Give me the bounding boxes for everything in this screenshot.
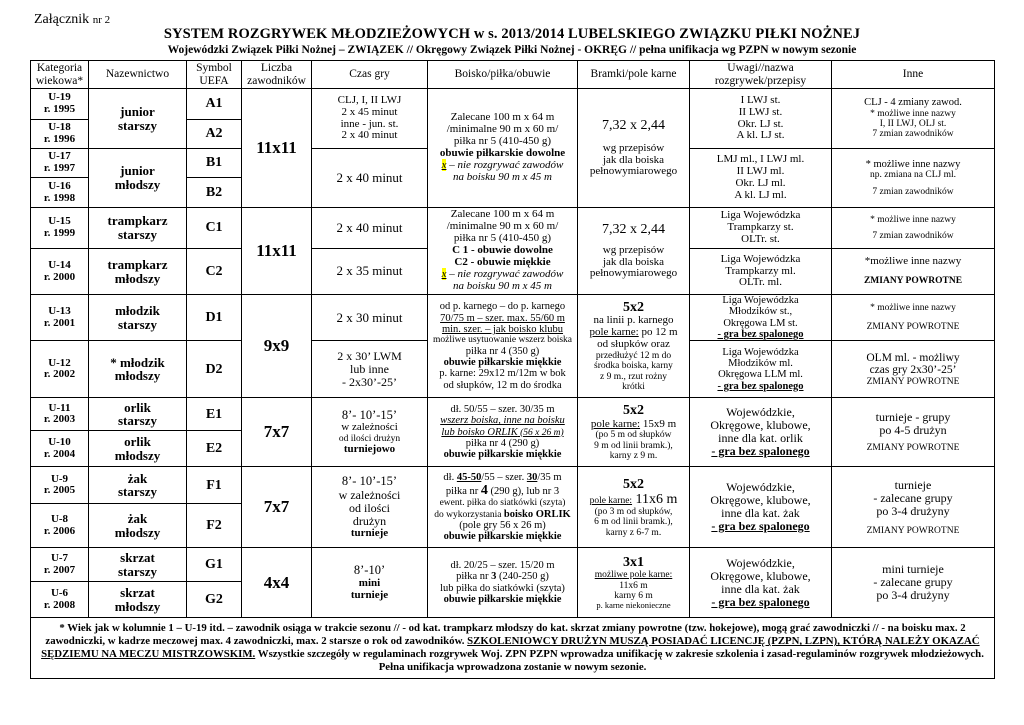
table-row [31, 398, 995, 431]
category-cell: U-19 r. 1995 [31, 89, 89, 120]
notes-cell: Liga Wojewódzka Trampkarzy ml. OLTr. ml. [690, 249, 832, 295]
name-cell: młodzik starszy [89, 295, 187, 341]
notes-cell: Liga Wojewódzka Trampkarzy st. OLTr. st. [690, 208, 832, 249]
symbol-cell: B2 [187, 178, 242, 208]
notes-cell: Wojewódzkie, Okręgowe, klubowe, inne dla kat. orlik - gra bez spalonego [690, 398, 832, 467]
notes-cell: Wojewódzkie, Okręgowe, klubowe, inne dla kat. żak - gra bez spalonego [690, 548, 832, 618]
table-row [31, 467, 995, 504]
category-cell: U-7 r. 2007 [31, 548, 89, 582]
notes-cell: LMJ ml., I LWJ ml. II LWJ ml. Okr. LJ ml. A kl. LJ ml. [690, 149, 832, 208]
name-cell: żak starszy [89, 467, 187, 504]
header-other: Inne [832, 61, 995, 89]
name-cell: skrzat starszy [89, 548, 187, 582]
annex-label: Załącznik nr 2 [34, 12, 111, 27]
category-cell: U-14 r. 2000 [31, 249, 89, 295]
category-cell: U-8 r. 2006 [31, 504, 89, 548]
header-sym: Symbol UEFA [187, 61, 242, 89]
symbol-cell: E2 [187, 431, 242, 467]
goals-cell: 5x2 pole karne: 11x6 m (po 3 m od słupków, 6 m od linii bramk.), karny z 6-7 m. [578, 467, 690, 548]
symbol-cell: B1 [187, 149, 242, 178]
time-cell: 2 x 30’ LWM lub inne - 2x30’-25’ [312, 341, 428, 398]
notes-cell: Liga Wojewódzka Młodzików ml. Okręgowa LLM ml. - gra bez spalonego [690, 341, 832, 398]
time-cell: 2 x 40 minut [312, 208, 428, 249]
header-notes: Uwagi//nazwa rozgrywek/przepisy [690, 61, 832, 89]
header-time: Czas gry [312, 61, 428, 89]
other-cell: * możliwe inne nazwy np. zmiana na CLJ ml. 7 zmian zawodników [832, 149, 995, 208]
goals-cell: 5x2 na linii p. karnego pole karne: po 12 m od słupków oraz przedłużyć 12 m do środka boiska, karny z 9 m., rzut rożny krótki [578, 295, 690, 398]
page-subtitle: Wojewódzki Związek Piłki Nożnej – ZWIĄZEK // Okręgowy Związek Piłki Nożnej - OKRĘG // pełna unifikacja wg PZPN w nowym sezonie [167, 44, 857, 56]
other-cell: * możliwe inne nazwy 7 zmian zawodników [832, 208, 995, 249]
other-cell: * możliwe inne nazwy ZMIANY POWROTNE [832, 295, 995, 341]
goals-cell: 7,32 x 2,44 wg przepisów jak dla boiska pełnowymiarowego [578, 208, 690, 295]
other-cell: turnieje - zalecane grupy po 3-4 drużyny ZMIANY POWROTNE [832, 467, 995, 548]
symbol-cell: F2 [187, 504, 242, 548]
players-cell: 11x11 [242, 208, 312, 295]
notes-cell: I LWJ st. II LWJ st. Okr. LJ st. A kl. LJ st. [690, 89, 832, 149]
time-cell: 8’- 10’-15’ w zależności od ilości drużyn turnieje [312, 467, 428, 548]
time-cell: 2 x 40 minut [312, 149, 428, 208]
field-cell: Zalecane 100 m x 64 m /minimalne 90 m x 60 m/ piłka nr 5 (410-450 g) C 1 - obuwie dowolne C2 - obuwie miękkie x – nie rozgrywać zawodów na boisku 90 m x 45 m [428, 208, 578, 295]
notes-cell: Wojewódzkie, Okręgowe, klubowe, inne dla kat. żak - gra bez spalonego [690, 467, 832, 548]
name-cell: orlik starszy [89, 398, 187, 431]
name-cell: trampkarz młodszy [89, 249, 187, 295]
players-cell: 7x7 [242, 398, 312, 467]
symbol-cell: A2 [187, 120, 242, 149]
other-cell: mini turnieje - zalecane grupy po 3-4 drużyny [832, 548, 995, 618]
notes-cell: Liga Wojewódzka Młodzików st., Okręgowa LM st. - gra bez spalonego [690, 295, 832, 341]
field-cell: dł. 20/25 – szer. 15/20 m piłka nr 3 (240-250 g) lub piłka do siatkówki (szyta) obuwie piłkarskie miękkie [428, 548, 578, 618]
name-cell: junior młodszy [89, 149, 187, 208]
category-cell: U-10 r. 2004 [31, 431, 89, 467]
category-cell: U-13 r. 2001 [31, 295, 89, 341]
symbol-cell: G2 [187, 582, 242, 618]
table-row [31, 89, 995, 120]
category-cell: U-18 r. 1996 [31, 120, 89, 149]
time-cell: 2 x 30 minut [312, 295, 428, 341]
field-cell: dł. 50/55 – szer. 30/35 m wszerz boiska, inne na boisku lub boisko ORLIK (56 x 26 m) piłka nr 4 (290 g) obuwie piłkarskie miękkie [428, 398, 578, 467]
other-cell: OLM ml. - możliwy czas gry 2x30’-25’ ZMIANY POWROTNE [832, 341, 995, 398]
goals-cell: 3x1 możliwe pole karne: 11x6 m karny 6 m p. karne niekonieczne [578, 548, 690, 618]
header-cat: Kategoria wiekowa* [31, 61, 89, 89]
time-cell: CLJ, I, II LWJ 2 x 45 minut inne - jun. st. 2 x 40 minut [312, 89, 428, 149]
name-cell: * młodzik młodszy [89, 341, 187, 398]
footer-note: * Wiek jak w kolumnie 1 – U-19 itd. – zawodnik osiąga w trakcie sezonu // - od kat. trampkarz młodszy do kat. skrzat zmiany powrotne (tzw. hokejowe), mogą grać zawodniczki // - na boisku max. 2 zawodniczki, w kadrze meczowej max. 4 zawodniczki, max. 2 starsze o rok od zawodników. SZKOLENIOWCY DRUŻYN MUSZĄ POSIADAĆ LICENCJĘ (PZPN, LZPN), KTÓRĄ NALEŻY OKAZAĆ SĘDZIEMU NA MECZU MISTRZOWSKIM. Wszystkie szczegóły w regulaminach rozgrywek Woj. ZPN PZPN wprowadza unifikację w zakresie szkolenia i zasad-regulaminów rozgrywek młodzieżowych. Pełna unifikacja wprowadzona zostanie w nowym sezonie. [31, 618, 995, 679]
symbol-cell: G1 [187, 548, 242, 582]
field-cell: dł. 45-50/55 – szer. 30/35 m piłka nr 4 (290 g), lub nr 3 ewent. piłka do siatkówki (szyta) do wykorzystania boisko ORLIK (pole gry 56 x 26 m) obuwie piłkarskie miękkie [428, 467, 578, 548]
category-cell: U-16 r. 1998 [31, 178, 89, 208]
header-players: Liczba zawodników [242, 61, 312, 89]
goals-cell: 7,32 x 2,44 wg przepisów jak dla boiska pełnowymiarowego [578, 89, 690, 208]
competition-table [30, 60, 995, 679]
category-cell: U-9 r. 2005 [31, 467, 89, 504]
time-cell: 8’-10’ mini turnieje [312, 548, 428, 618]
footer-row [31, 618, 995, 679]
symbol-cell: D2 [187, 341, 242, 398]
other-cell: *możliwe inne nazwy ZMIANY POWROTNE [832, 249, 995, 295]
goals-cell: 5x2 pole karne: 15x9 m (po 5 m od słupków 9 m od linii bramk.), karny z 9 m. [578, 398, 690, 467]
header-name: Nazewnictwo [89, 61, 187, 89]
players-cell: 4x4 [242, 548, 312, 618]
table-row [31, 295, 995, 341]
symbol-cell: C1 [187, 208, 242, 249]
name-cell: orlik młodszy [89, 431, 187, 467]
page-title: SYSTEM ROZGRYWEK MŁODZIEŻOWYCH w s. 2013/2014 LUBELSKIEGO ZWIĄZKU PIŁKI NOŻNEJ [163, 26, 861, 42]
symbol-cell: F1 [187, 467, 242, 504]
symbol-cell: E1 [187, 398, 242, 431]
header-goals: Bramki/pole karne [578, 61, 690, 89]
table-row [31, 548, 995, 582]
other-cell: turnieje - grupy po 4-5 drużyn ZMIANY POWROTNE [832, 398, 995, 467]
time-cell: 2 x 35 minut [312, 249, 428, 295]
category-cell: U-15 r. 1999 [31, 208, 89, 249]
name-cell: junior starszy [89, 89, 187, 149]
name-cell: żak młodszy [89, 504, 187, 548]
field-cell: Zalecane 100 m x 64 m /minimalne 90 m x 60 m/ piłka nr 5 (410-450 g) obuwie piłkarskie dowolne x – nie rozgrywać zawodów na boisku 90 m x 45 m [428, 89, 578, 208]
other-cell: CLJ - 4 zmiany zawod. * możliwe inne nazwy I, II LWJ, OLJ st. 7 zmian zawodników [832, 89, 995, 149]
players-cell: 7x7 [242, 467, 312, 548]
name-cell: trampkarz starszy [89, 208, 187, 249]
table-row [31, 208, 995, 249]
players-cell: 11x11 [242, 89, 312, 208]
name-cell: skrzat młodszy [89, 582, 187, 618]
category-cell: U-6 r. 2008 [31, 582, 89, 618]
category-cell: U-11 r. 2003 [31, 398, 89, 431]
symbol-cell: C2 [187, 249, 242, 295]
time-cell: 8’- 10’-15’ w zależności od ilości drużyn turniejowo [312, 398, 428, 467]
header-field: Boisko/piłka/obuwie [428, 61, 578, 89]
header-row [31, 61, 995, 89]
symbol-cell: A1 [187, 89, 242, 120]
field-cell: od p. karnego – do p. karnego 70/75 m – szer. max. 55/60 m min. szer. – jak boisko klubu możliwe usytuowanie wszerz boiska piłka nr 4 (350 g) obuwie piłkarskie miękkie p. karne: 29x12 m/12m w bok od słupków, 12 m do środka [428, 295, 578, 398]
symbol-cell: D1 [187, 295, 242, 341]
players-cell: 9x9 [242, 295, 312, 398]
category-cell: U-17 r. 1997 [31, 149, 89, 178]
category-cell: U-12 r. 2002 [31, 341, 89, 398]
